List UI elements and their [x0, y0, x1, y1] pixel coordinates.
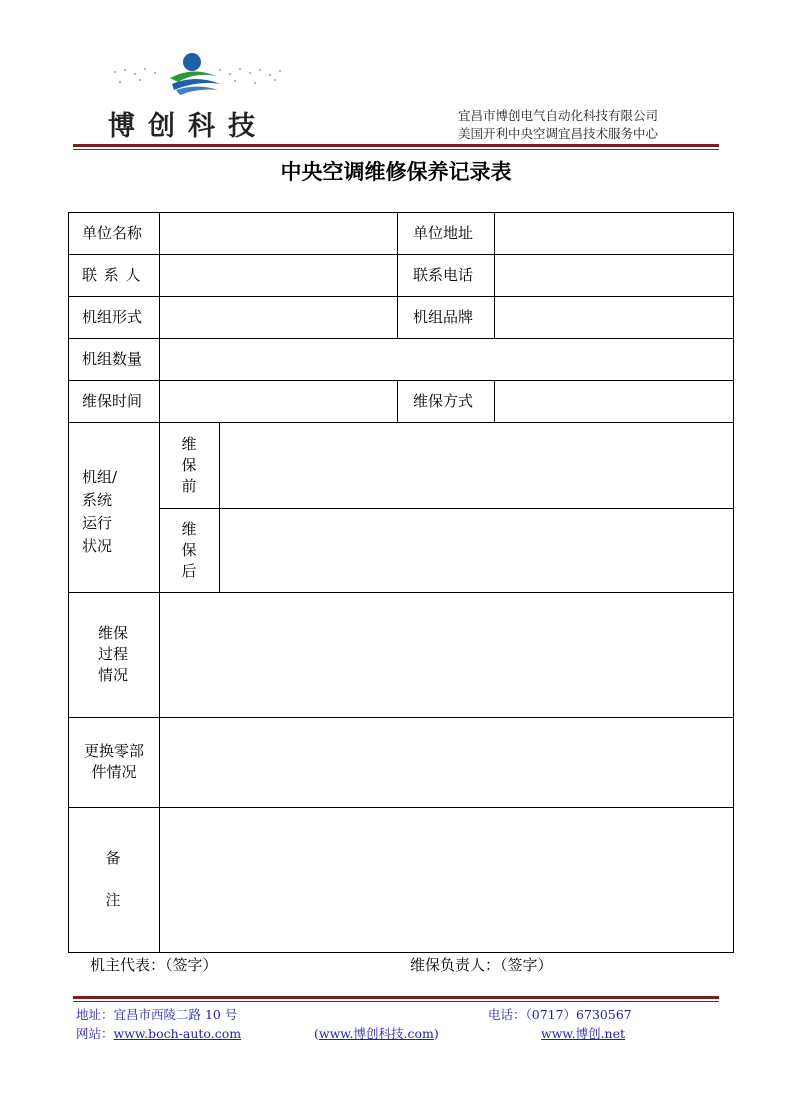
unit-name-field[interactable]: [161, 214, 396, 253]
footer-paren-open: (: [314, 1026, 319, 1041]
unit-address-field[interactable]: [496, 214, 732, 253]
page-title: 中央空调维修保养记录表: [280, 159, 512, 184]
logo-wave-blue-2: [176, 87, 218, 96]
footer-address: 地址：宜昌市西陵二路 10 号: [76, 1007, 238, 1022]
before-status-field[interactable]: [221, 424, 732, 507]
service-time-label: 维保时间: [82, 392, 143, 410]
status-label: 机组/ 系统 运行 状况: [82, 468, 118, 555]
logo-sphere: [183, 53, 201, 71]
owner-signature: 机主代表：（签字）: [90, 956, 218, 974]
process-label: 维保 过程 情况: [97, 624, 128, 684]
footer-website-row: [76, 1024, 241, 1042]
company-name-line2: 美国开利中央空调宜昌技术服务中心: [458, 126, 659, 141]
parts-label: 更换零部 件情况: [83, 742, 144, 781]
contact-phone-field[interactable]: [496, 256, 732, 295]
service-lead-signature: 维保负责人：（签字）: [410, 956, 553, 974]
unit-type-label: 机组形式: [82, 308, 143, 326]
parts-field[interactable]: [161, 719, 732, 806]
company-name-line1: 宜昌市博创电气自动化科技有限公司: [458, 108, 659, 123]
footer-website-cn-row: [314, 1024, 439, 1042]
footer-website-link[interactable]: www.boch-auto.com: [113, 1026, 242, 1041]
unit-name-label: 单位名称: [82, 224, 143, 242]
header-rule-thin: [73, 149, 719, 150]
unit-brand-label: 机组品牌: [413, 308, 474, 326]
footer-rule-thick: [73, 996, 719, 999]
logo-text: 博创科技: [108, 111, 268, 142]
process-field[interactable]: [161, 594, 732, 716]
footer-rule-thin: [73, 1001, 719, 1002]
footer-website-label: 网站：: [76, 1026, 114, 1041]
footer-paren-close: ): [433, 1026, 439, 1041]
contact-phone-label: 联系电话: [413, 266, 474, 284]
footer-website-short-row: [541, 1024, 625, 1042]
before-label: 维 保 前: [181, 435, 197, 495]
after-status-field[interactable]: [221, 510, 732, 591]
header-rule-thick: [73, 144, 719, 147]
service-time-field[interactable]: [161, 382, 396, 421]
remarks-label: 备 注: [105, 849, 121, 909]
unit-type-field[interactable]: [161, 298, 396, 337]
unit-brand-field[interactable]: [496, 298, 732, 337]
service-method-field[interactable]: [496, 382, 732, 421]
remarks-field[interactable]: [161, 809, 732, 951]
contact-label: 联 系 人: [82, 266, 142, 284]
footer-website-short-link[interactable]: www.博创.net: [541, 1026, 626, 1041]
after-label: 维 保 后: [181, 520, 197, 580]
unit-address-label: 单位地址: [413, 224, 474, 242]
footer-phone: 电话：（0717）6730567: [488, 1007, 632, 1022]
service-method-label: 维保方式: [413, 392, 474, 410]
unit-count-field[interactable]: [161, 340, 732, 379]
unit-count-label: 机组数量: [82, 350, 143, 368]
footer-website-cn-link[interactable]: www.博创科技.com: [318, 1026, 434, 1041]
contact-field[interactable]: [161, 256, 396, 295]
